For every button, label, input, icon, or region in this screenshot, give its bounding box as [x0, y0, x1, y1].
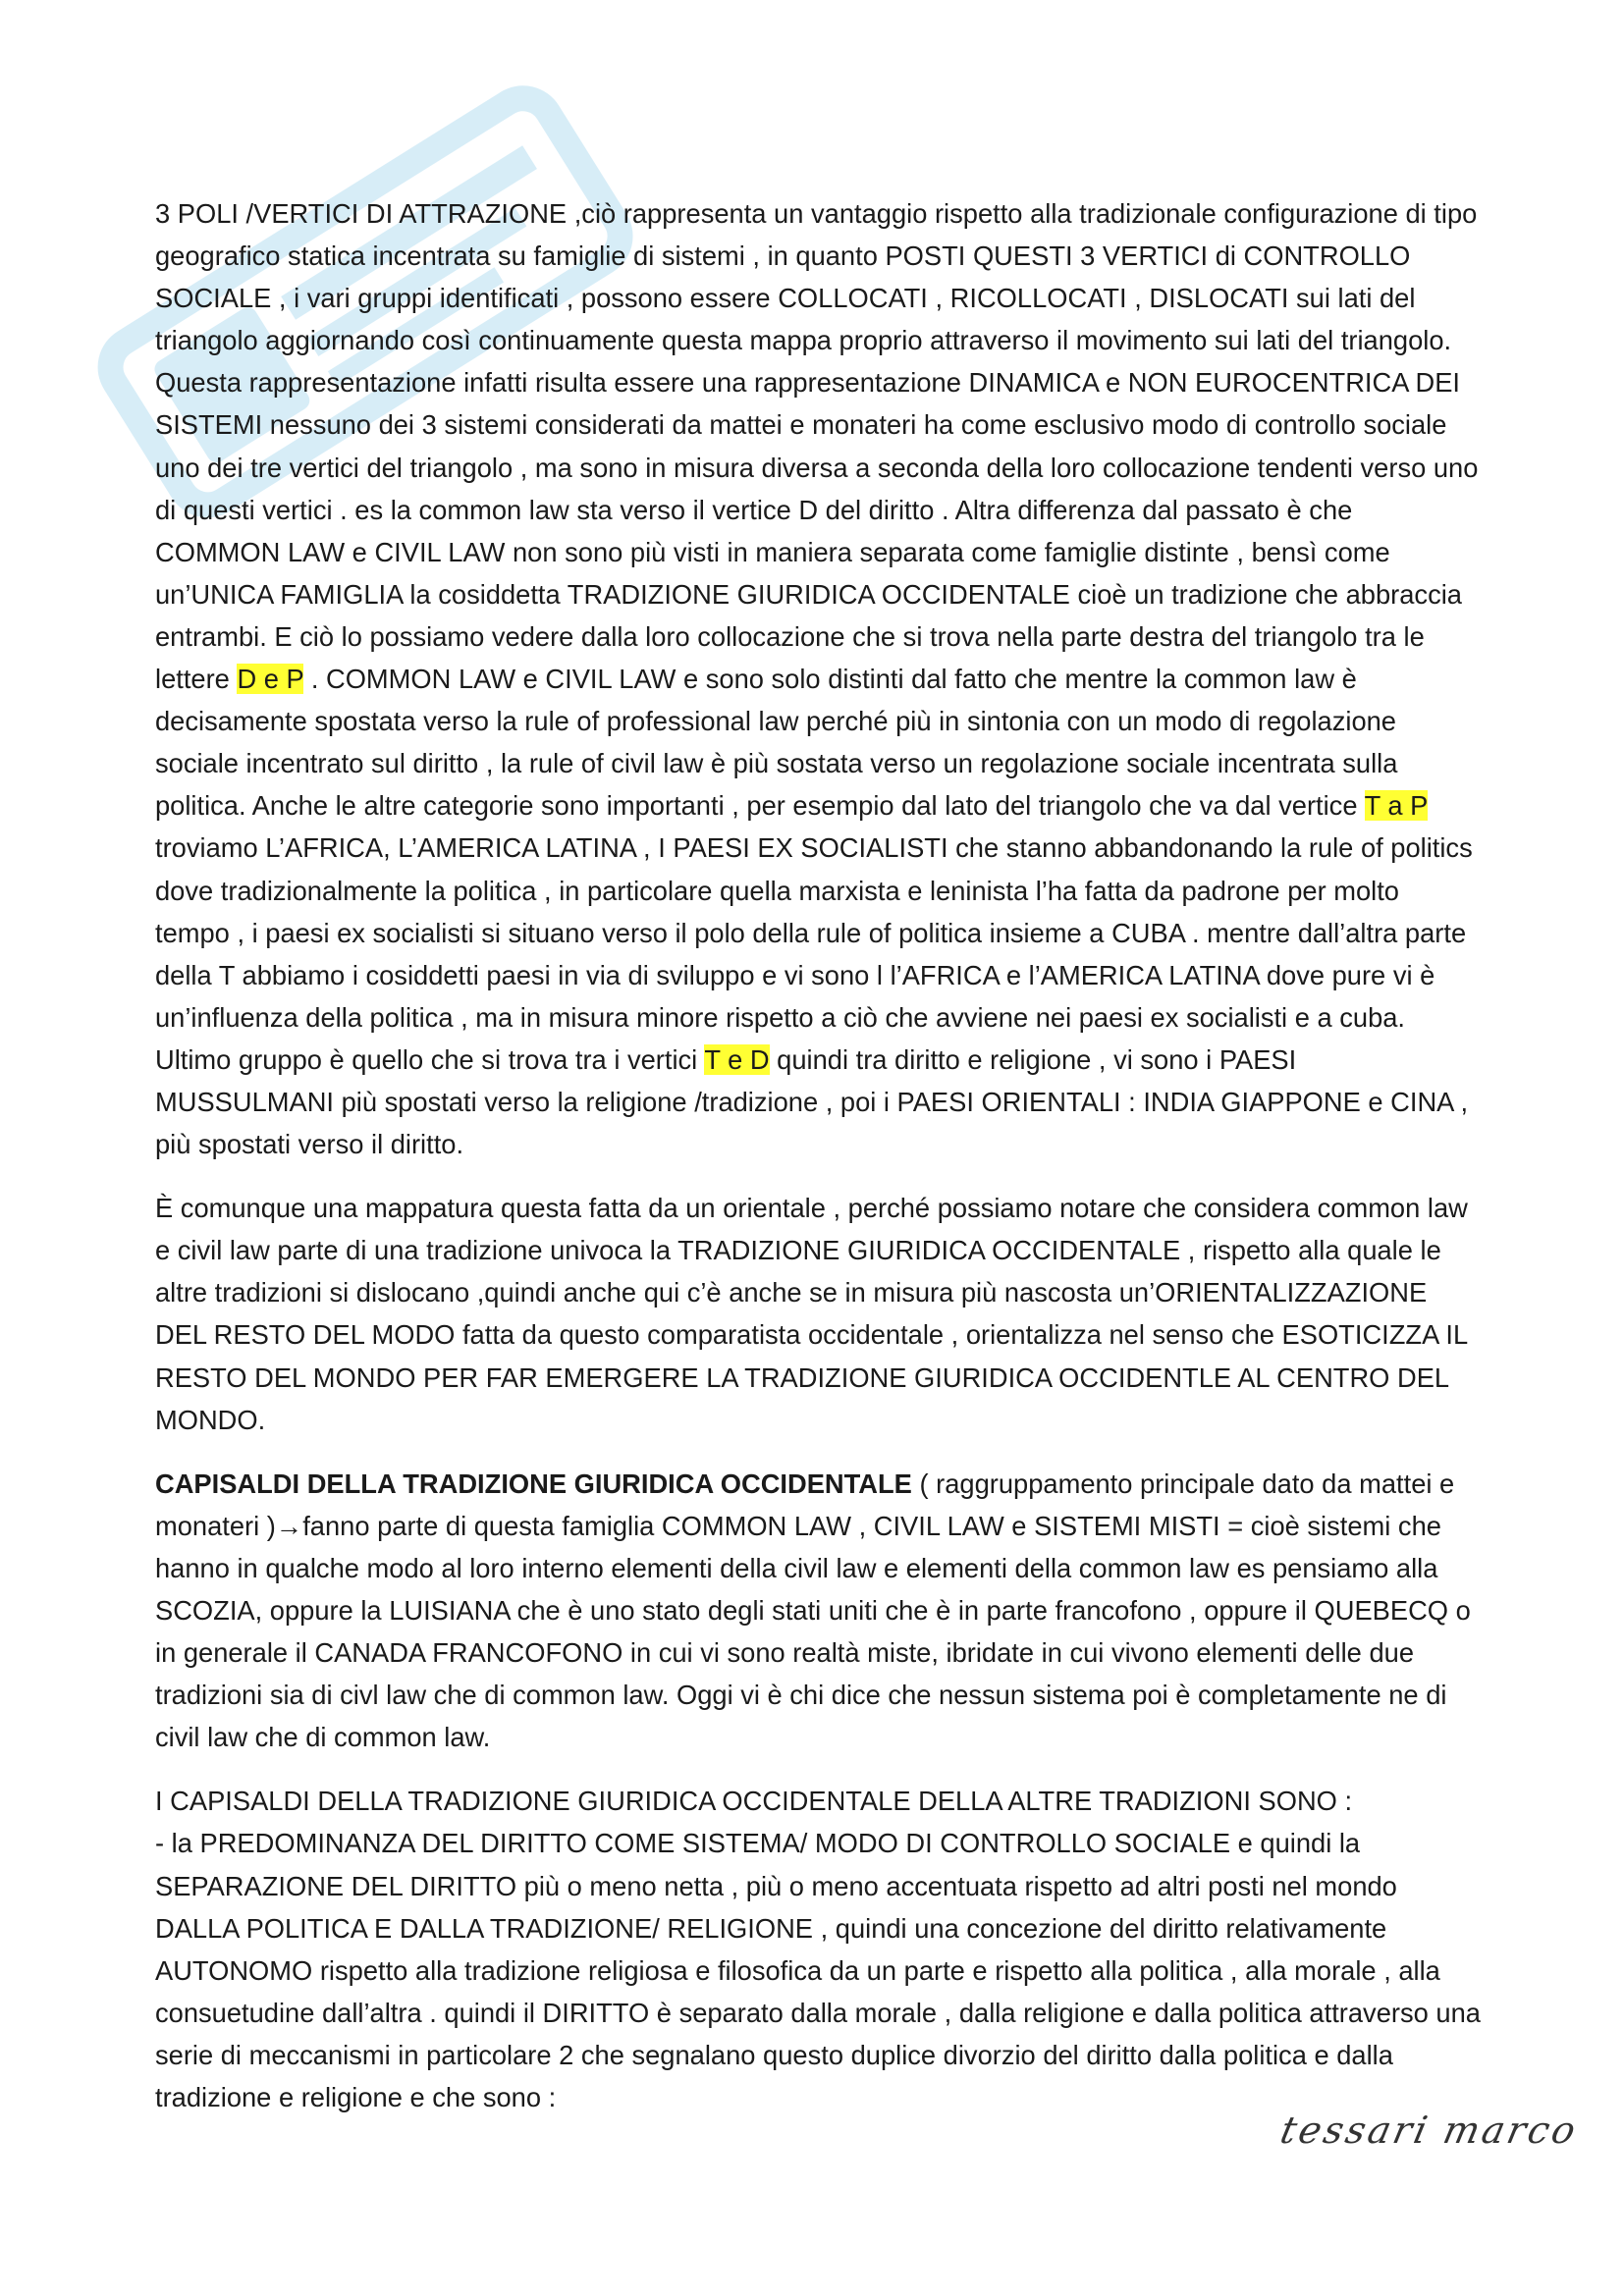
paragraph-4: [155, 1780, 1481, 2118]
arrow-icon: →: [275, 1510, 303, 1541]
text-segment: fanno parte di questa famiglia COMMON LAW , CIVIL LAW e SISTEMI MISTI = cioè sistemi che hanno in qualche modo al loro interno elementi della civil law e elementi della common law es pensiamo alla SCOZIA, oppure la LUISIANA che è uno stato degli stati uniti che è in parte francofono , oppure il QUEBECQ o in generale il CANADA FRANCOFONO in cui vi sono realtà miste, ibridate in cui vivono elementi delle due tradizioni sia di civl law che di common law. Oggi vi è chi dice che nessun sistema poi è completamente ne di civil law che di common law.: [155, 1510, 1471, 1753]
list-item: - la PREDOMINANZA DEL DIRITTO COME SISTEMA/ MODO DI CONTROLLO SOCIALE e quindi la SEPARAZIONE DEL DIRITTO più o meno netta , più o meno accentuata rispetto ad altri posti nel mondo DALLA POLITICA E DALLA TRADIZIONE/ RELIGIONE , quindi una concezione del diritto relativamente AUTONOMO rispetto alla tradizione religiosa e filosofica da un parte e rispetto alla politica , alla morale , alla consuetudine dall’altra . quindi il DIRITTO è separato dalla morale , dalla religione e dalla politica attraverso una serie di meccanismi in particolare 2 che segnalano questo duplice divorzio del diritto dalla politica e dalla tradizione e religione e che sono :: [155, 1828, 1481, 2113]
paragraph-3: [155, 1463, 1481, 1759]
text-segment: quindi tra diritto e religione , vi sono i PAESI MUSSULMANI più spostati verso la religione /tradizione , poi i PAESI ORIENTALI : INDIA GIAPPONE e CINA , più spostati verso il diritto.: [155, 1043, 1469, 1160]
text-segment: ( raggruppamento principale dato da mattei e monateri ): [155, 1468, 1455, 1541]
text-segment: È comunque una mappatura questa fatta da un orientale , perché possiamo notare che considera common law e civil law parte di una tradizione univoca la TRADIZIONE GIURIDICA OCCIDENTALE , rispetto alla quale le altre tradizioni si dislocano ,quindi anche qui c’è anche se in misura più nascosta un’ORIENTALIZZAZIONE DEL RESTO DEL MODO fatta da questo comparatista occidentale , orientalizza nel senso che ESOTICIZZA IL RESTO DEL MONDO PER FAR EMERGERE LA TRADIZIONE GIURIDICA OCCIDENTLE AL CENTRO DEL MONDO.: [155, 1193, 1468, 1435]
text-segment: 3 POLI /VERTICI DI ATTRAZIONE ,ciò rappresenta un vantaggio rispetto alla tradizionale configurazione di tipo geografico statica incentrata su famiglie di sistemi , in quanto POSTI QUESTI 3 VERTICI di CONTROLLO SOCIALE , i vari gruppi identificati , possono essere COLLOCATI , RICOLLOCATI , DISLOCATI sui lati del triangolo aggiornando così continuamente questa mappa proprio attraverso il movimento sui lati del triangolo. Questa rappresentazione infatti risulta essere una rappresentazione DINAMICA e NON EUROCENTRICA DEI SISTEMI nessuno dei 3 sistemi considerati da mattei e monateri ha come esclusivo modo di controllo sociale uno dei tre vertici del triangolo , ma sono in misura diversa a seconda della loro collocazione tendenti verso uno di questi vertici . es la common law sta verso il vertice D del diritto . Altra differenza dal passato è che COMMON LAW e CIVIL LAW non sono più visti in maniera separata come famiglie distinte , bensì come un’UNICA FAMIGLIA la cosiddetta TRADIZIONE GIURIDICA OCCIDENTALE cioè un tradizione che abbraccia entrambi. E ciò lo possiamo vedere dalla loro collocazione che si trova nella parte destra del triangolo tra le lettere: [155, 198, 1479, 695]
document-body: [155, 192, 1481, 2118]
highlight-t-a-p: T a P: [1364, 790, 1428, 822]
text-segment: . COMMON LAW e CIVIL LAW e sono solo distinti dal fatto che mentre la common law è decisamente spostata verso la rule of professional law perché più in sintonia con un modo di regolazione sociale incentrato sul diritto , la rule of civil law è più sostata verso un regolazione sociale incentrata sulla politica. Anche le altre categorie sono importanti , per esempio dal lato del triangolo che va dal vertice: [155, 664, 1398, 822]
highlight-d-e-p: D e P: [237, 664, 304, 695]
text-segment: I CAPISALDI DELLA TRADIZIONE GIURIDICA OCCIDENTALE DELLA ALTRE TRADIZIONI SONO :: [155, 1786, 1353, 1817]
highlight-t-e-d: T e D: [704, 1043, 770, 1075]
signature: tessari marco: [1276, 2109, 1583, 2152]
text-segment: troviamo L’AFRICA, L’AMERICA LATINA , I PAESI EX SOCIALISTI che stanno abbandonando la rule of politics dove tradizionalmente la politica , in particolare quella marxista e leninista l’ha fatta da padrone per molto tempo , i paesi ex socialisti si situano verso il polo della rule of politica insieme a CUBA . mentre dall’altra parte della T abbiamo i cosiddetti paesi in via di sviluppo e vi sono l l’AFRICA e l’AMERICA LATINA dove pure vi è un’influenza della politica , ma in misura minore rispetto a ciò che avviene nei paesi ex socialisti e a cuba. Ultimo gruppo è quello che si trova tra i vertici: [155, 832, 1473, 1075]
section-heading: CAPISALDI DELLA TRADIZIONE GIURIDICA OCCIDENTALE: [155, 1468, 912, 1499]
paragraph-1: [155, 192, 1481, 1165]
paragraph-2: [155, 1187, 1481, 1441]
